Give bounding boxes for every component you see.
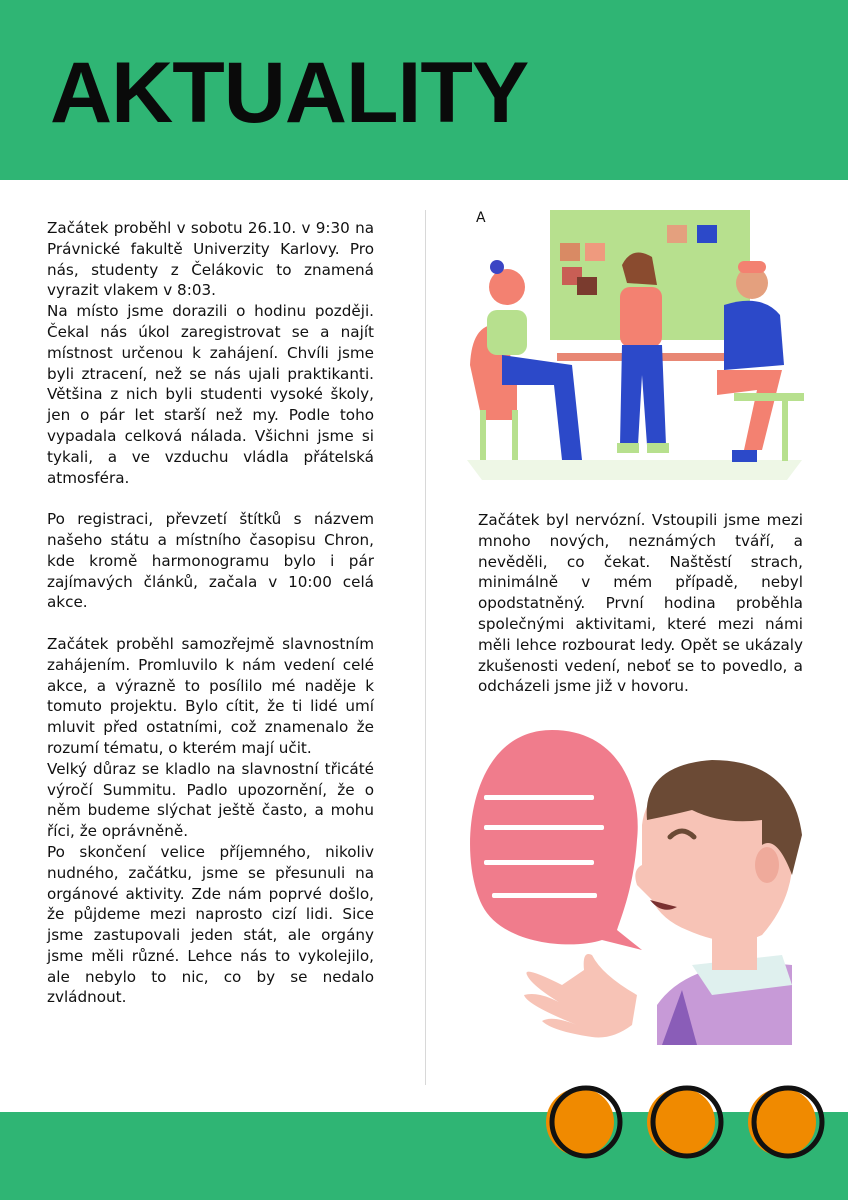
- team-meeting-illustration: [462, 205, 812, 485]
- paragraph: Po registraci, převzetí štítků s názvem našeho státu a místního časopisu Chron, kde kromě harmonogramu bylo i pár zajímavých článků, začala v 10:00 celá akce.: [47, 510, 374, 612]
- speech-bubble-illustration: [462, 725, 807, 1045]
- column-divider: [425, 210, 426, 1085]
- orange-circle-icon: [546, 1088, 620, 1156]
- page-title: AKTUALITY: [50, 45, 529, 141]
- orange-circle-icon: [748, 1088, 822, 1156]
- paragraph: Po skončení velice příjemného, nikoliv nudného, začátku, jsme se přesunuli na orgánové aktivity. Zde nám poprvé došlo, že půjdeme mezi naprosto cizí lidi. Sice jsme zastupovali jeden stát, ale orgány jsme měli různé. Lehce nás to vykolejilo, ale nebylo to nic, co by se nedalo zvládnout.: [47, 842, 374, 1007]
- paragraph: Začátek proběhl samozřejmě slavnostním zahájením. Promluvilo k nám vedení celé akce, a výrazně to posílilo mé naděje k tomuto projektu. Bylo cítit, že ti lidé umí mluvit před ostatními, což znamenalo že rozumí tématu, o kterém mají učit.: [47, 634, 374, 757]
- article-left-column: [47, 218, 374, 1008]
- paragraph: Začátek byl nervózní. Vstoupili jsme mezi mnoho nových, neznámých tváří, a nevěděli, co čekat. Naštěstí strach, minimálně v mém případě, nebyl opodstatněný. První hodina proběhla společnými aktivitami, které mezi námi měli lehce rozbourat ledy. Opět se ukázaly zkušenosti vedení, neboť se to povedlo, a odcházeli jsme již v hovoru.: [478, 511, 803, 696]
- orange-circle-icon: [647, 1088, 721, 1156]
- paragraph: Na místo jsme dorazili o hodinu později. Čekal nás úkol zaregistrovat se a najít místnost určenou k zahájení. Chvíli jsme byli ztracení, než se nás ujali praktikanti. Většina z nich byli studenti vysoké školy, jen o pár let starší než my. Podle toho vypadala celková nálada. Všichni jsme si tykali, a ve vzduchu vládla přátelská atmosféra.: [47, 302, 374, 487]
- paragraph: Začátek proběhl v sobotu 26.10. v 9:30 na Právnické fakultě Univerzity Karlovy. Pro nás, studenty z Čelákovic to znamená vyrazit vlakem v 8:03.: [47, 219, 374, 300]
- header-banner: [0, 0, 848, 180]
- decorative-circles: [540, 1082, 830, 1162]
- article-right-column: [478, 510, 803, 697]
- image-label: A: [476, 210, 486, 226]
- paragraph: Velký důraz se kladlo na slavnostní třicáté výročí Summitu. Padlo upozornění, že o něm budeme slýchat ještě často, a mohu říci, že oprávněně.: [47, 759, 374, 841]
